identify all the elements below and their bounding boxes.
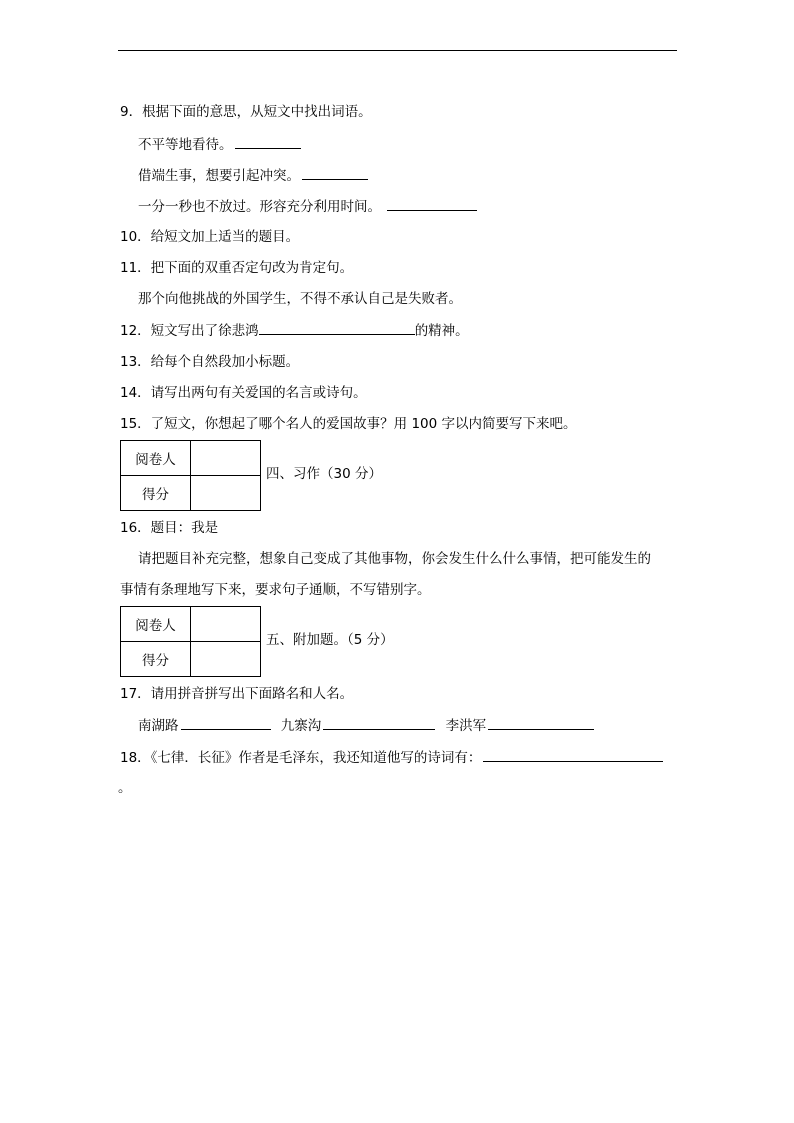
question-12-after: 的精神。: [414, 323, 469, 339]
answer-blank[interactable]: [235, 135, 301, 149]
section-4-title: 四、习作（30 分）: [266, 466, 382, 482]
name-2: 九寨沟: [280, 718, 322, 734]
header-rule: [118, 50, 677, 51]
question-11-sentence: 那个向他挑战的外国学生，不得不承认自己是失败者。: [138, 291, 462, 307]
section-5-title: 五、附加题。（5 分）: [266, 632, 394, 648]
score-cell[interactable]: [191, 642, 261, 677]
question-12-before: 12．短文写出了徐悲鸿: [120, 323, 259, 339]
question-18-prompt: 18．《七律．长征》作者是毛泽东，我还知道他写的诗词有：: [120, 750, 482, 766]
question-16-prompt: 16．题目：我是: [120, 520, 219, 536]
question-13: 13．给每个自然段加小标题。: [120, 354, 300, 370]
answer-blank[interactable]: [483, 748, 663, 762]
score-box-section-5: [120, 606, 261, 677]
score-label: 得分: [121, 476, 191, 511]
question-9-item-1: [138, 135, 301, 154]
reviewer-cell[interactable]: [191, 441, 261, 476]
score-cell[interactable]: [191, 476, 261, 511]
question-15: 15．了短文，你想起了哪个名人的爱国故事？用 100 字以内简要写下来吧。: [120, 416, 577, 432]
question-9-item-3: [138, 197, 477, 216]
question-9-prompt: 9．根据下面的意思，从短文中找出词语。: [120, 104, 372, 120]
question-9-item-3-text: 一分一秒也不放过。形容充分利用时间。: [138, 199, 381, 215]
reviewer-label: 阅卷人: [121, 441, 191, 476]
question-18-ending: 。: [118, 780, 132, 796]
question-10: 10．给短文加上适当的题目。: [120, 229, 300, 245]
answer-blank[interactable]: [488, 716, 594, 730]
question-16-line-2: 事情有条理地写下来，要求句子通顺，不写错别字。: [120, 582, 431, 598]
name-1: 南湖路: [138, 718, 179, 734]
question-18: [120, 748, 663, 767]
answer-blank[interactable]: [259, 321, 415, 335]
reviewer-cell[interactable]: [191, 607, 261, 642]
score-box-section-4: [120, 440, 261, 511]
reviewer-label: 阅卷人: [121, 607, 191, 642]
question-11-prompt: 11．把下面的双重否定句改为肯定句。: [120, 260, 354, 276]
answer-blank[interactable]: [323, 716, 435, 730]
question-16-line-1: 请把题目补充完整，想象自己变成了其他事物，你会发生什么什么事情，把可能发生的: [138, 551, 651, 567]
answer-blank[interactable]: [387, 197, 477, 211]
answer-blank[interactable]: [181, 716, 271, 730]
answer-blank[interactable]: [302, 166, 368, 180]
score-label: 得分: [121, 642, 191, 677]
question-17-names: [138, 716, 594, 735]
question-12: [120, 321, 469, 340]
question-14: 14．请写出两句有关爱国的名言或诗句。: [120, 385, 367, 401]
question-9-item-2-text: 借端生事，想要引起冲突。: [138, 168, 300, 184]
question-9-item-2: [138, 166, 368, 185]
question-17-prompt: 17．请用拼音拼写出下面路名和人名。: [120, 686, 354, 702]
name-3: 李洪军: [445, 718, 487, 734]
question-9-item-1-text: 不平等地看待。: [138, 137, 233, 153]
